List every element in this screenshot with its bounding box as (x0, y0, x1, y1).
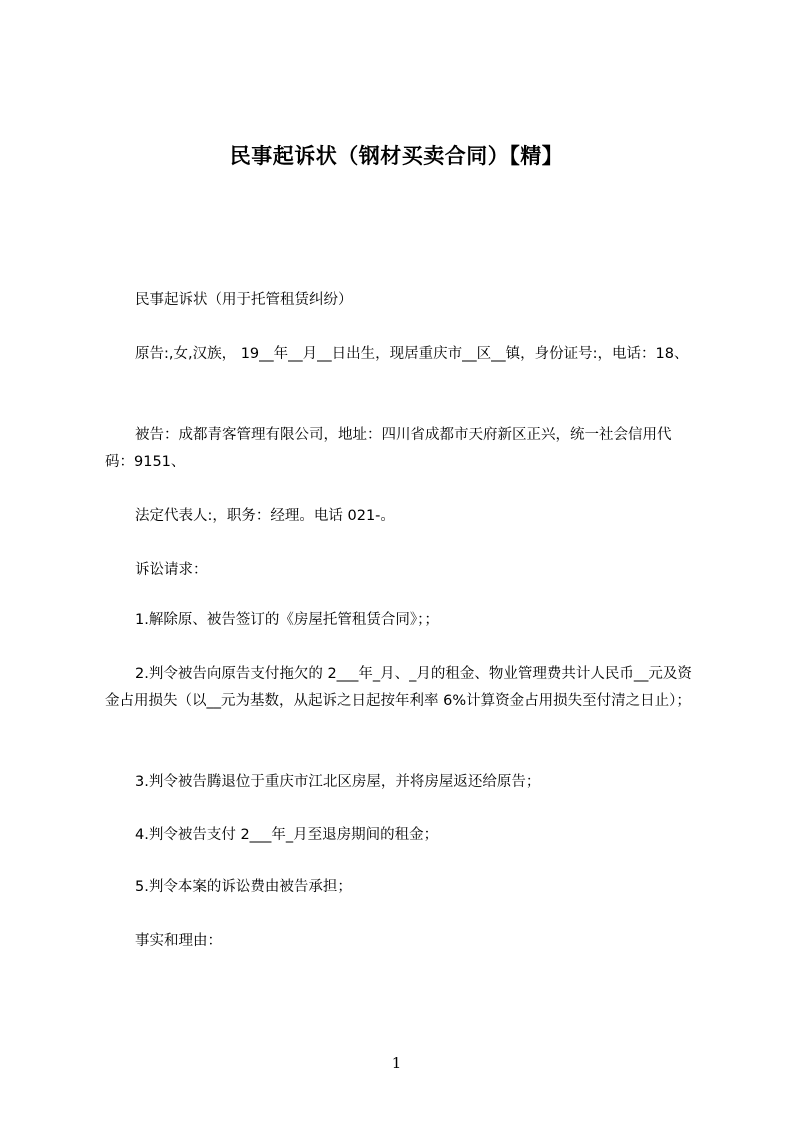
facts-heading (105, 928, 700, 955)
plaintiff-paragraph (105, 341, 700, 368)
claim-3-paragraph (105, 769, 700, 796)
claim-4-text: 4.判令被告支付 2___年_月至退房期间的租金； (135, 827, 439, 843)
document-title: 民事起诉状（钢材买卖合同）【精】 (229, 144, 564, 168)
defendant-text: 被告：成都青客管理有限公司，地址：四川省成都市天府新区正兴，统一社会信用代码：9151、 (105, 427, 672, 470)
page-number: 1 (391, 1054, 402, 1072)
claim-2-text: 2.判令被告向原告支付拖欠的 2___年_月、_月的租金、物业管理费共计人民币__元及资金占用损失（以__元为基数，从起诉之日起按年利率 6%计算资金占用损失至付清之日止）； (105, 666, 692, 709)
claim-5-paragraph (105, 874, 700, 901)
claim-3-text: 3.判令被告腾退位于重庆市江北区房屋，并将房屋返还给原告； (135, 774, 541, 790)
claims-heading-text: 诉讼请求： (135, 562, 208, 578)
legal-rep-paragraph (105, 503, 700, 530)
legal-rep-text: 法定代表人:，职务：经理。电话 021-。 (135, 508, 395, 524)
plaintiff-text: 原告:,女,汉族， 19__年__月__日出生，现居重庆市__区__镇，身份证号:，电话：18、 (135, 346, 689, 362)
claim-1-text: 1.解除原、被告签订的《房屋托管租赁合同》；； (135, 612, 439, 628)
claims-heading (105, 557, 700, 584)
subtitle-paragraph (105, 287, 700, 314)
subtitle-text: 民事起诉状（用于托管租赁纠纷） (135, 292, 353, 308)
claim-2-paragraph (105, 661, 700, 715)
claim-1-paragraph (105, 607, 700, 634)
facts-heading-text: 事实和理由： (135, 933, 222, 949)
claim-5-text: 5.判令本案的诉讼费由被告承担； (135, 879, 352, 895)
defendant-paragraph (105, 422, 700, 476)
claim-4-paragraph (105, 822, 700, 849)
